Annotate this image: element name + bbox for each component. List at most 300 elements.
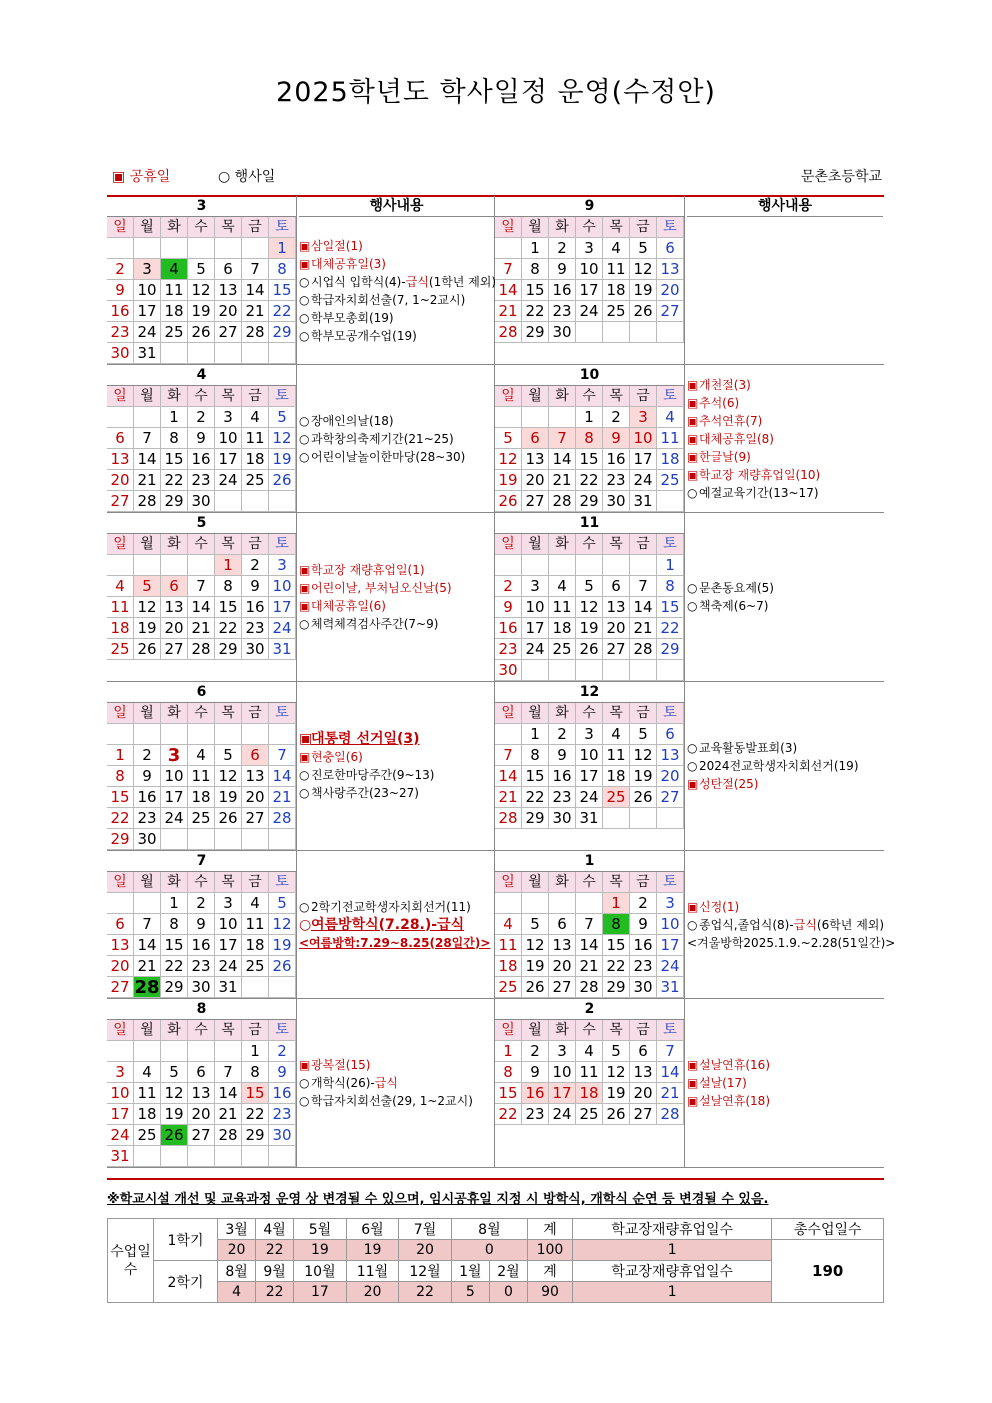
day-cell: 31 <box>215 977 242 998</box>
day-cell: 26 <box>522 977 549 998</box>
day-cell <box>242 491 269 512</box>
day-cell: 19 <box>495 470 522 491</box>
month-grid <box>107 1020 296 1167</box>
day-cell: 26 <box>603 1104 630 1125</box>
sem2-value: 5 <box>451 1282 489 1303</box>
event-circle-icon: ○ <box>687 581 698 595</box>
day-cell: 22 <box>522 301 549 322</box>
event-item <box>299 448 494 466</box>
weekday-header: 화 <box>161 386 188 407</box>
month-grid <box>495 872 684 998</box>
row-label: 수업일수 <box>108 1219 154 1303</box>
event-circle-icon: ○ <box>687 599 698 613</box>
events-column <box>296 999 495 1167</box>
event-text: 광복절(15) <box>311 1058 371 1072</box>
day-cell: 13 <box>549 935 576 956</box>
day-cell: 22 <box>495 1104 522 1125</box>
event-item <box>687 412 883 430</box>
day-cell: 12 <box>495 449 522 470</box>
day-cell: 28 <box>549 491 576 512</box>
sem1-label: 1학기 <box>154 1219 218 1261</box>
day-cell: 6 <box>603 576 630 597</box>
day-cell: 17 <box>107 1104 134 1125</box>
day-cell: 3 <box>215 407 242 428</box>
day-cell <box>161 555 188 576</box>
day-cell: 12 <box>576 597 603 618</box>
day-cell: 24 <box>576 787 603 808</box>
event-item <box>299 255 494 273</box>
weekday-header: 월 <box>522 217 549 238</box>
event-circle-icon: ○ <box>299 1076 310 1090</box>
month-label: 8 <box>107 999 296 1020</box>
day-cell: 10 <box>657 914 684 935</box>
sem1-month: 8월 <box>451 1219 527 1240</box>
weekday-header: 금 <box>242 703 269 724</box>
day-cell: 30 <box>242 639 269 660</box>
day-cell: 11 <box>603 745 630 766</box>
day-cell: 2 <box>269 1041 296 1062</box>
events-list <box>687 217 883 364</box>
day-cell: 22 <box>161 470 188 491</box>
day-cell <box>576 660 603 681</box>
events-column <box>684 196 883 364</box>
day-cell: 3 <box>576 238 603 259</box>
day-cell: 11 <box>161 280 188 301</box>
day-cell: 1 <box>242 1041 269 1062</box>
event-text: 과학창의축제기간(21~25) <box>311 431 454 446</box>
event-circle-icon: ○ <box>687 485 698 500</box>
day-cell: 27 <box>603 639 630 660</box>
day-cell: 9 <box>549 745 576 766</box>
day-cell: 4 <box>603 238 630 259</box>
events-column <box>684 851 896 998</box>
day-cell: 30 <box>603 491 630 512</box>
weekday-header: 금 <box>242 872 269 893</box>
weekday-header: 수 <box>188 386 215 407</box>
sem1-value: 20 <box>218 1240 256 1261</box>
day-cell: 15 <box>522 766 549 787</box>
day-cell: 9 <box>603 428 630 449</box>
event-item <box>687 775 883 793</box>
weekday-header: 일 <box>107 386 134 407</box>
month-label: 3 <box>107 196 296 217</box>
event-item <box>299 237 494 255</box>
month-label: 10 <box>495 365 684 386</box>
weekday-header: 화 <box>161 1020 188 1041</box>
day-cell: 2 <box>107 259 134 280</box>
sem2-month: 1월 <box>451 1261 489 1282</box>
day-cell: 11 <box>603 259 630 280</box>
weekday-header: 금 <box>630 872 657 893</box>
day-cell: 7 <box>215 1062 242 1083</box>
day-cell: 1 <box>522 724 549 745</box>
event-text: 한글날(9) <box>699 449 751 464</box>
day-cell: 14 <box>657 1062 684 1083</box>
event-circle-icon: ○ <box>687 759 698 773</box>
day-cell: 21 <box>549 470 576 491</box>
notice-text: ※학교시설 개선 및 교육과정 운영 상 변경될 수 있으며, 임시공휴일 지정 시 방학식, 개학식 순연 등 변경될 수 있음. <box>107 1192 769 1207</box>
day-cell <box>161 724 188 745</box>
sem2-value: 22 <box>256 1282 294 1303</box>
day-cell: 6 <box>630 1041 657 1062</box>
day-cell: 10 <box>522 597 549 618</box>
day-cell <box>495 893 522 914</box>
day-cell: 9 <box>242 576 269 597</box>
legend-holiday-label: 공휴일 <box>129 169 171 185</box>
day-cell: 2 <box>603 407 630 428</box>
weekday-header: 일 <box>495 872 522 893</box>
day-cell: 4 <box>242 407 269 428</box>
day-cell: 22 <box>657 618 684 639</box>
month-grid <box>495 703 684 829</box>
month-9 <box>495 196 684 364</box>
month-2 <box>495 999 684 1167</box>
day-cell <box>495 407 522 428</box>
day-cell <box>549 660 576 681</box>
day-cell: 14 <box>269 766 296 787</box>
event-text: 학교장 재량휴업일(1) <box>311 563 425 577</box>
events-column <box>296 196 495 364</box>
day-cell: 18 <box>161 301 188 322</box>
day-cell: 26 <box>161 1125 188 1146</box>
month-grid <box>495 1020 684 1125</box>
day-cell: 27 <box>630 1104 657 1125</box>
day-cell: 18 <box>549 618 576 639</box>
month-grid <box>495 534 684 681</box>
weekday-header: 금 <box>630 386 657 407</box>
day-cell <box>242 343 269 364</box>
holiday-square-icon: ▣ <box>299 1058 311 1072</box>
day-cell: 30 <box>630 977 657 998</box>
event-text: 추석(6) <box>699 395 740 410</box>
day-cell: 31 <box>134 343 161 364</box>
day-cell: 4 <box>495 914 522 935</box>
day-cell: 11 <box>495 935 522 956</box>
day-cell: 21 <box>269 787 296 808</box>
sem2-month: 10월 <box>294 1261 347 1282</box>
day-cell: 1 <box>161 407 188 428</box>
day-cell: 16 <box>242 597 269 618</box>
day-cell: 1 <box>107 745 134 766</box>
day-cell: 15 <box>657 597 684 618</box>
day-cell: 26 <box>188 322 215 343</box>
day-cell: 19 <box>161 1104 188 1125</box>
holiday-square-icon: ▣ <box>687 1058 699 1072</box>
event-item <box>687 1056 883 1074</box>
event-circle-icon: ○ <box>218 169 231 185</box>
month-4 <box>107 365 296 512</box>
event-circle-icon: ○ <box>687 741 698 755</box>
month-grid <box>495 386 684 512</box>
day-cell: 21 <box>242 301 269 322</box>
day-cell: 24 <box>522 639 549 660</box>
weekday-header: 금 <box>242 534 269 555</box>
event-text: 성탄절(25) <box>699 777 759 791</box>
day-cell: 23 <box>603 470 630 491</box>
day-cell: 25 <box>576 1104 603 1125</box>
event-text: 대체공휴일(6) <box>311 599 386 613</box>
day-cell: 26 <box>630 787 657 808</box>
event-text: <겨울방학2025.1.9.~2.28(51일간)> <box>687 935 896 950</box>
day-cell: 28 <box>657 1104 684 1125</box>
meal-label: 급식 <box>405 274 429 289</box>
day-cell: 30 <box>495 660 522 681</box>
day-cell: 2 <box>495 576 522 597</box>
month-10 <box>495 365 684 512</box>
event-text: 체력체격검사주간(7~9) <box>311 617 439 631</box>
month-grid <box>495 217 684 343</box>
weekday-header: 수 <box>576 217 603 238</box>
day-cell: 8 <box>576 428 603 449</box>
event-item <box>687 739 883 757</box>
event-circle-icon: ○ <box>687 917 698 932</box>
event-text: 종업식,졸업식(8)- <box>699 917 794 932</box>
month-label: 11 <box>495 513 684 534</box>
day-cell: 26 <box>269 956 296 977</box>
day-cell <box>161 1146 188 1167</box>
day-cell: 13 <box>657 259 684 280</box>
event-circle-icon: ○ <box>299 1094 310 1108</box>
day-cell: 18 <box>134 1104 161 1125</box>
day-cell <box>107 407 134 428</box>
day-cell: 31 <box>107 1146 134 1167</box>
day-cell: 22 <box>576 470 603 491</box>
month-label: 2 <box>495 999 684 1020</box>
day-cell: 20 <box>657 280 684 301</box>
day-cell <box>549 407 576 428</box>
weekday-header: 화 <box>549 386 576 407</box>
day-cell <box>188 1041 215 1062</box>
day-cell: 11 <box>549 597 576 618</box>
weekday-header: 수 <box>188 872 215 893</box>
sem1-disc-label: 학교장재량휴업일수 <box>573 1219 772 1240</box>
day-cell <box>269 724 296 745</box>
day-cell <box>134 1041 161 1062</box>
sem1-month: 7월 <box>399 1219 452 1240</box>
month-12 <box>495 682 684 850</box>
day-cell: 8 <box>522 745 549 766</box>
weekday-header: 토 <box>657 1020 684 1041</box>
day-cell: 24 <box>134 322 161 343</box>
day-cell: 16 <box>107 301 134 322</box>
day-cell: 2 <box>242 555 269 576</box>
day-cell: 25 <box>134 1125 161 1146</box>
event-circle-icon: ○ <box>299 768 310 782</box>
day-cell <box>495 724 522 745</box>
day-cell <box>134 238 161 259</box>
event-item <box>687 430 883 448</box>
day-cell <box>107 724 134 745</box>
day-cell: 20 <box>522 470 549 491</box>
day-cell: 13 <box>161 597 188 618</box>
day-cell: 6 <box>657 724 684 745</box>
month-7 <box>107 851 296 998</box>
day-cell: 21 <box>495 301 522 322</box>
day-cell: 12 <box>522 935 549 956</box>
day-cell: 22 <box>603 956 630 977</box>
day-cell: 10 <box>107 1083 134 1104</box>
day-cell: 19 <box>576 618 603 639</box>
day-cell: 11 <box>657 428 684 449</box>
event-text: 시업식 입학식(4)- <box>311 274 406 289</box>
event-item <box>299 784 494 802</box>
day-cell: 24 <box>269 618 296 639</box>
events-column <box>296 513 495 681</box>
day-cell: 11 <box>188 766 215 787</box>
weekday-header: 화 <box>549 534 576 555</box>
day-cell: 20 <box>107 956 134 977</box>
day-cell: 20 <box>657 766 684 787</box>
weekday-header: 화 <box>161 872 188 893</box>
event-text: 추석연휴(7) <box>699 413 763 428</box>
day-cell: 20 <box>161 618 188 639</box>
day-cell: 18 <box>188 787 215 808</box>
day-cell <box>269 829 296 850</box>
day-cell: 25 <box>188 808 215 829</box>
day-cell: 12 <box>630 745 657 766</box>
event-circle-icon: ○ <box>299 916 312 933</box>
day-cell: 10 <box>576 745 603 766</box>
day-cell <box>269 343 296 364</box>
day-cell: 5 <box>630 724 657 745</box>
day-cell: 29 <box>576 491 603 512</box>
weekday-header: 일 <box>107 534 134 555</box>
day-cell: 21 <box>657 1083 684 1104</box>
holiday-square-icon: ▣ <box>687 431 699 446</box>
day-cell: 5 <box>630 238 657 259</box>
day-cell: 20 <box>242 787 269 808</box>
weekday-header: 금 <box>242 217 269 238</box>
day-cell <box>630 660 657 681</box>
month-1 <box>495 851 684 998</box>
day-cell: 18 <box>107 618 134 639</box>
day-cell: 7 <box>188 576 215 597</box>
day-cell: 18 <box>603 766 630 787</box>
day-cell: 22 <box>215 618 242 639</box>
event-item <box>687 394 883 412</box>
event-item <box>299 561 494 579</box>
day-cell: 10 <box>134 280 161 301</box>
day-cell: 28 <box>576 977 603 998</box>
day-cell: 6 <box>188 1062 215 1083</box>
day-cell <box>242 1146 269 1167</box>
day-cell <box>188 829 215 850</box>
weekday-header: 토 <box>657 386 684 407</box>
day-cell: 3 <box>522 576 549 597</box>
events-header: 행사내용 <box>299 196 494 217</box>
day-cell <box>188 724 215 745</box>
day-cell: 4 <box>188 745 215 766</box>
day-cell: 31 <box>576 808 603 829</box>
day-cell: 15 <box>576 449 603 470</box>
event-item <box>687 916 883 934</box>
day-cell: 3 <box>576 724 603 745</box>
day-cell: 23 <box>107 322 134 343</box>
weekday-header: 토 <box>269 703 296 724</box>
month-band <box>107 196 884 365</box>
day-cell: 1 <box>161 893 188 914</box>
event-item <box>687 376 883 394</box>
day-cell <box>215 829 242 850</box>
day-cell: 17 <box>215 935 242 956</box>
day-cell: 25 <box>107 639 134 660</box>
day-cell <box>188 1146 215 1167</box>
day-cell: 5 <box>188 259 215 280</box>
day-cell: 18 <box>576 1083 603 1104</box>
day-cell: 21 <box>134 470 161 491</box>
day-cell <box>657 491 684 512</box>
weekday-header: 목 <box>603 1020 630 1041</box>
day-cell: 15 <box>495 1083 522 1104</box>
day-cell <box>630 808 657 829</box>
day-cell: 15 <box>161 935 188 956</box>
weekday-header: 수 <box>188 217 215 238</box>
day-cell <box>242 829 269 850</box>
holiday-square-icon: ▣ <box>687 395 699 410</box>
day-cell <box>630 322 657 343</box>
day-cell <box>161 238 188 259</box>
weekday-header: 금 <box>630 703 657 724</box>
day-cell: 26 <box>495 491 522 512</box>
day-cell: 24 <box>549 1104 576 1125</box>
weekday-header: 일 <box>107 872 134 893</box>
day-cell: 7 <box>495 745 522 766</box>
day-cell <box>603 555 630 576</box>
weekday-header: 일 <box>495 1020 522 1041</box>
day-cell: 8 <box>522 259 549 280</box>
day-cell: 5 <box>134 576 161 597</box>
event-text: 어린이날, 부처님오신날(5) <box>311 581 452 595</box>
day-cell: 13 <box>242 766 269 787</box>
instruction-days-table <box>107 1218 884 1303</box>
day-cell: 10 <box>215 428 242 449</box>
day-cell: 8 <box>161 914 188 935</box>
event-item <box>299 412 494 430</box>
day-cell: 20 <box>188 1104 215 1125</box>
meal-label: 급식 <box>374 1076 398 1090</box>
day-cell: 5 <box>603 1041 630 1062</box>
day-cell <box>657 808 684 829</box>
holiday-square-icon: ▣ <box>299 563 311 577</box>
day-cell <box>215 491 242 512</box>
day-cell <box>269 1146 296 1167</box>
day-cell: 25 <box>657 470 684 491</box>
sem2-total: 90 <box>527 1282 572 1303</box>
day-cell: 3 <box>269 555 296 576</box>
day-cell: 23 <box>269 1104 296 1125</box>
day-cell: 19 <box>134 618 161 639</box>
day-cell: 14 <box>242 280 269 301</box>
day-cell: 30 <box>188 491 215 512</box>
day-cell: 27 <box>522 491 549 512</box>
day-cell: 2 <box>188 407 215 428</box>
day-cell: 2 <box>522 1041 549 1062</box>
weekday-header: 목 <box>603 872 630 893</box>
day-cell: 15 <box>161 449 188 470</box>
day-cell <box>188 238 215 259</box>
weekday-header: 월 <box>522 872 549 893</box>
day-cell: 7 <box>134 914 161 935</box>
day-cell: 12 <box>269 914 296 935</box>
day-cell: 23 <box>522 1104 549 1125</box>
event-item <box>299 615 494 633</box>
day-cell: 29 <box>161 491 188 512</box>
day-cell: 5 <box>215 745 242 766</box>
day-cell: 8 <box>215 576 242 597</box>
event-circle-icon: ○ <box>299 328 310 343</box>
holiday-square-icon: ▣ <box>299 750 311 764</box>
day-cell: 30 <box>107 343 134 364</box>
